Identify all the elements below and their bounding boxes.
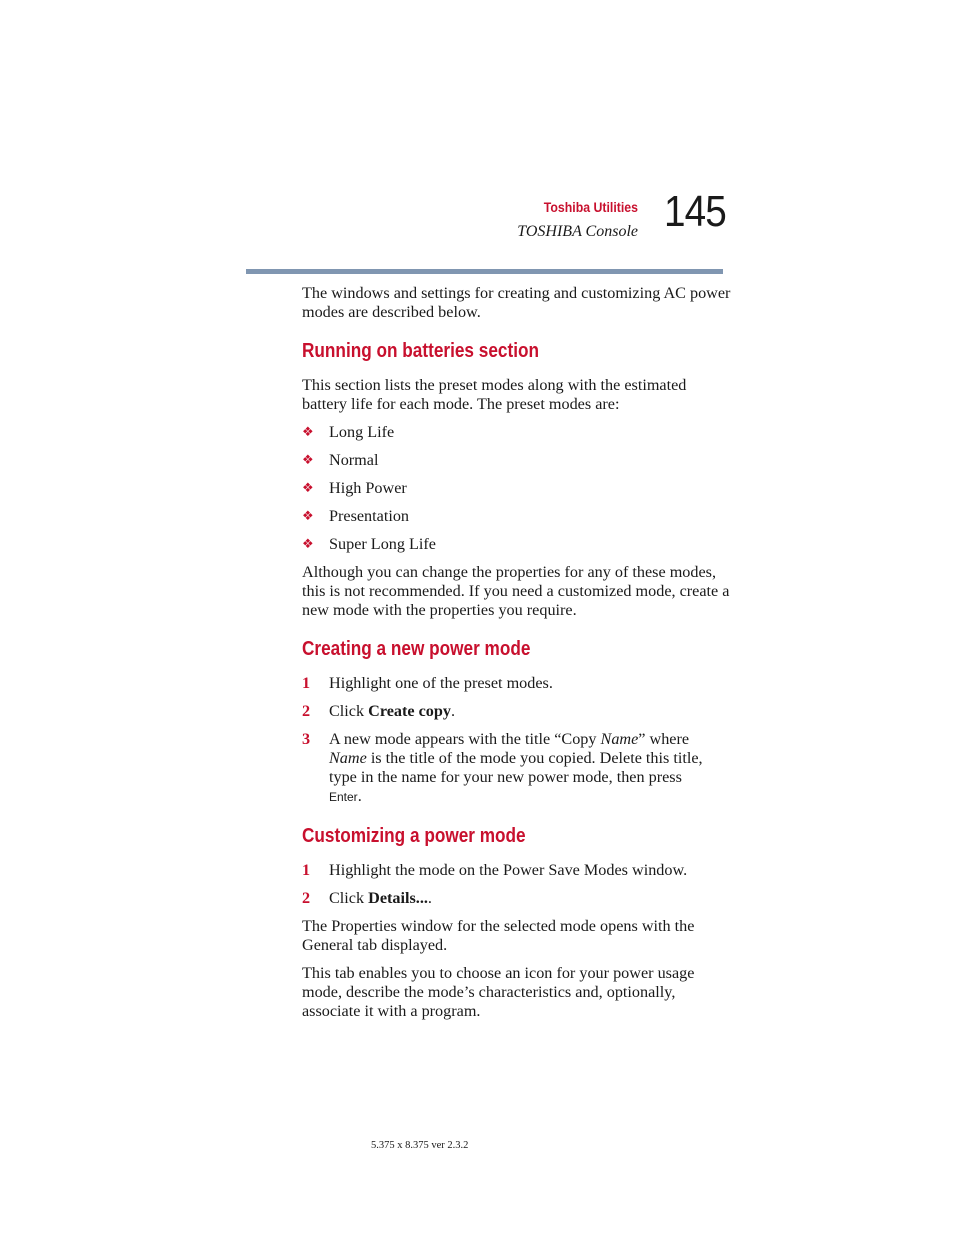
list-item [302, 451, 732, 470]
batteries-paragraph-2: Although you can change the properties for any of these modes, this is not recommended. If you need a customized mode, create a new mode with the properties you require. [302, 563, 730, 619]
enter-key-label: Enter [329, 790, 358, 804]
step-item [302, 674, 732, 693]
list-item-text: Long Life [329, 423, 395, 441]
running-header-section: Toshiba Utilities [543, 199, 638, 215]
header-rule [246, 269, 723, 274]
running-header-subsection: TOSHIBA Console [517, 223, 638, 240]
list-item [302, 423, 732, 442]
list-item-text: Normal [329, 451, 379, 469]
step-text: Highlight the mode on the Power Save Modes window. [329, 861, 688, 879]
name-emphasis: Name [329, 749, 367, 767]
list-item [302, 507, 732, 526]
step-item [302, 889, 732, 908]
step-text-part: . [357, 787, 362, 805]
section-heading-customize: Customizing a power mode [302, 825, 526, 847]
step-item [302, 702, 732, 721]
step-number: 3 [302, 730, 311, 748]
step-number: 1 [302, 674, 311, 692]
details-label: Details... [368, 889, 428, 907]
bullet-icon: ❖ [302, 537, 314, 552]
list-item [302, 479, 732, 498]
page-number: 145 [664, 187, 726, 236]
step-text-lead: Click [329, 889, 369, 907]
step-text-trail: . [427, 889, 432, 907]
section-heading-create: Creating a new power mode [302, 638, 531, 660]
list-item [302, 535, 732, 554]
list-item-text: High Power [329, 479, 407, 497]
page-body [302, 284, 732, 1030]
intro-paragraph: The windows and settings for creating and customizing AC power modes are described below. [302, 284, 731, 321]
step-text-trail: . [450, 702, 456, 720]
step-text-part: ” where [638, 730, 690, 748]
batteries-paragraph-1: This section lists the preset modes along with the estimated battery life for each mode. The preset modes are: [302, 376, 687, 413]
bullet-icon: ❖ [302, 453, 314, 468]
print-spec-footer: 5.375 x 8.375 ver 2.3.2 [371, 1140, 469, 1151]
bullet-icon: ❖ [302, 481, 314, 496]
step-text-part: is the title of the mode you copied. Delete this title, type in the name for your new power mode, then press [329, 749, 703, 786]
list-item-text: Presentation [329, 507, 410, 525]
customize-paragraph-2: This tab enables you to choose an icon for your power usage mode, describe the mode’s characteristics and, optionally, associate it with a program. [302, 964, 695, 1020]
step-number: 1 [302, 861, 311, 879]
list-item-text: Super Long Life [329, 535, 436, 553]
step-text-lead: Click [329, 702, 369, 720]
bullet-icon: ❖ [302, 509, 314, 524]
step-number: 2 [302, 702, 311, 720]
step-text-part: A new mode appears with the title “Copy [329, 730, 601, 748]
step-number: 2 [302, 889, 311, 907]
step-text: Highlight one of the preset modes. [329, 674, 553, 692]
create-copy-label: Create copy [368, 702, 451, 720]
name-emphasis: Name [600, 730, 639, 748]
step-item [302, 861, 732, 880]
section-heading-batteries: Running on batteries section [302, 340, 539, 362]
bullet-icon: ❖ [302, 425, 314, 440]
step-item [302, 730, 732, 807]
customize-paragraph-1: The Properties window for the selected mode opens with the General tab displayed. [302, 917, 695, 954]
